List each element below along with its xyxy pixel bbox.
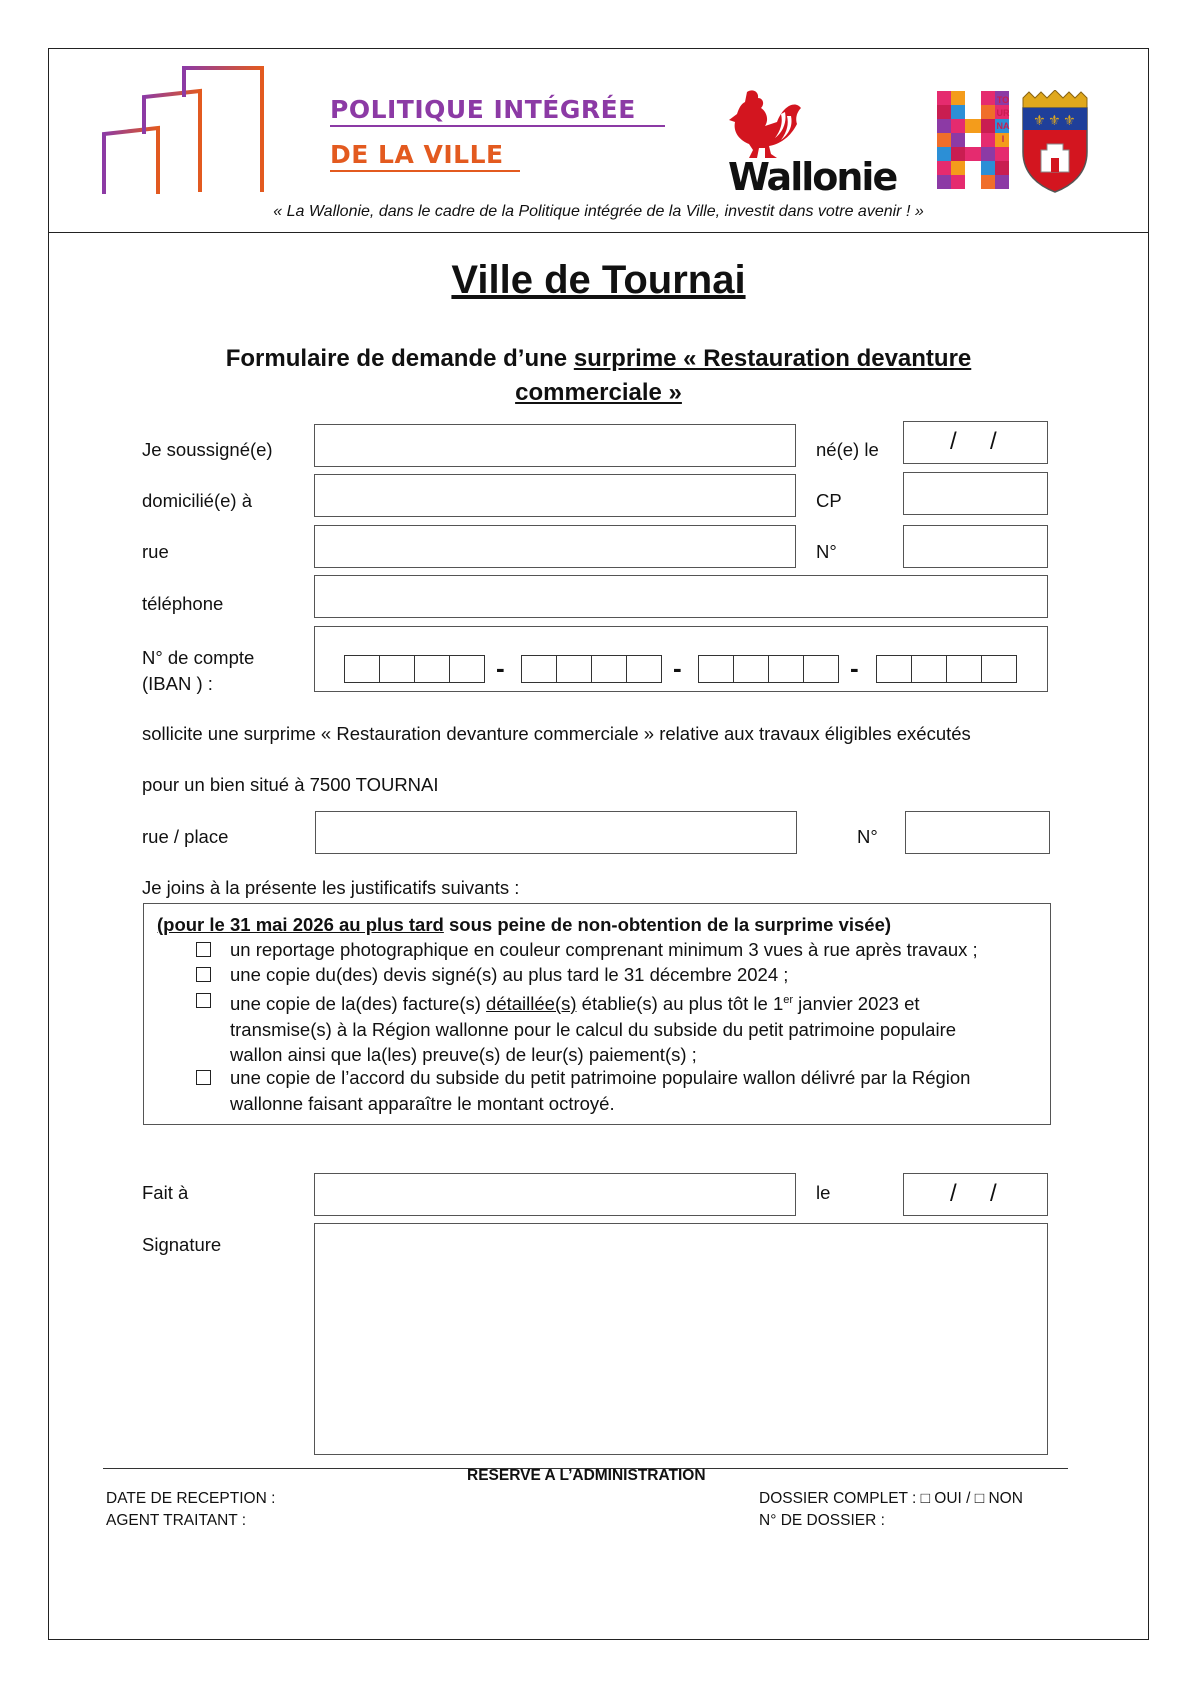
iban-separator: - <box>850 653 859 683</box>
agent-label: AGENT TRAITANT : <box>106 1512 247 1529</box>
coat-of-arms-icon <box>1017 90 1093 194</box>
checkbox-invoice-copy[interactable] <box>196 993 211 1008</box>
date-separator: / <box>990 1180 997 1207</box>
property-street-input[interactable] <box>315 811 797 854</box>
attachment-item-1: un reportage photographique en couleur comprenant minimum 3 vues à rue après travaux ; <box>230 939 978 960</box>
header-tagline: « La Wallonie, dans le cadre de la Politique intégrée de la Ville, investit dans votre avenir ! » <box>273 203 924 220</box>
house-number-label: N° <box>816 541 837 562</box>
checkbox-photo-report[interactable] <box>196 942 211 957</box>
iban-separator: - <box>673 653 682 683</box>
logo-divider-2 <box>330 170 520 172</box>
iban-digit-box[interactable] <box>449 655 485 683</box>
header-separator <box>48 232 1149 233</box>
request-text: sollicite une surprime « Restauration devanture commerciale » relative aux travaux éligibles exécutés <box>142 723 971 744</box>
iban-field[interactable] <box>314 626 1048 692</box>
logo-text-line2: DE LA VILLE <box>330 140 504 169</box>
sign-date-label: le <box>816 1182 831 1203</box>
phone-input[interactable] <box>314 575 1048 618</box>
postal-code-label: CP <box>816 490 842 511</box>
property-number-input[interactable] <box>905 811 1050 854</box>
logo-text-line1: POLITIQUE INTÉGRÉE <box>330 95 636 124</box>
checkbox-quote-copy[interactable] <box>196 967 211 982</box>
iban-separator: - <box>496 653 505 683</box>
iban-digit-box[interactable] <box>911 655 947 683</box>
sign-date-input[interactable] <box>903 1173 1048 1216</box>
iban-digit-box[interactable] <box>379 655 415 683</box>
domicile-input[interactable] <box>314 474 796 517</box>
iban-digit-box[interactable] <box>591 655 627 683</box>
birth-date-input[interactable] <box>903 421 1048 464</box>
place-label: Fait à <box>142 1182 189 1203</box>
house-number-input[interactable] <box>903 525 1048 568</box>
iban-digit-box[interactable] <box>344 655 380 683</box>
place-input[interactable] <box>314 1173 796 1216</box>
soussigne-input[interactable] <box>314 424 796 467</box>
date-separator: / <box>950 1180 957 1207</box>
signature-label: Signature <box>142 1234 222 1255</box>
attachments-box <box>143 903 1051 1125</box>
tournai-vertical-label: TOURNAI <box>996 95 1010 144</box>
property-number-label: N° <box>857 826 878 847</box>
attachments-intro: Je joins à la présente les justificatifs suivants : <box>142 877 520 898</box>
iban-digit-box[interactable] <box>803 655 839 683</box>
logo-divider <box>330 125 665 127</box>
iban-digit-box[interactable] <box>733 655 769 683</box>
street-label: rue <box>142 541 169 562</box>
iban-digit-box[interactable] <box>414 655 450 683</box>
phone-label: téléphone <box>142 593 224 614</box>
iban-digit-box[interactable] <box>556 655 592 683</box>
birth-date-label: né(e) le <box>816 439 879 460</box>
signature-box[interactable] <box>314 1223 1048 1455</box>
attachment-item-3: une copie de la(des) facture(s) détaillée(s) établie(s) au plus tôt le 1er janvier 2023 et transmise(s) à la Région wallonne pour le calcul du subside du petit patrimoine populaire wallon ainsi que la(les) preuve(s) de leur(s) paiement(s) ; <box>230 993 957 1066</box>
iban-digit-box[interactable] <box>626 655 662 683</box>
admin-heading: RESERVE A L’ADMINISTRATION <box>467 1467 706 1484</box>
dossier-number-label: N° DE DOSSIER : <box>759 1512 885 1529</box>
property-street-label: rue / place <box>142 826 229 847</box>
form-subtitle: Formulaire de demande d’une surprime « Restauration devanture commerciale » <box>225 345 972 406</box>
building-logo-icon <box>100 64 270 199</box>
svg-text:⚜: ⚜ <box>1033 113 1046 129</box>
date-separator: / <box>950 428 957 455</box>
domicile-label: domicilié(e) à <box>142 490 253 511</box>
page-title: Ville de Tournai <box>451 258 746 302</box>
attachment-item-2: une copie du(des) devis signé(s) au plus tard le 31 décembre 2024 ; <box>230 964 789 985</box>
attachments-deadline: (pour le 31 mai 2026 au plus tard sous peine de non-obtention de la surprime visée) <box>157 914 892 935</box>
date-separator: / <box>990 428 997 455</box>
iban-digit-box[interactable] <box>698 655 734 683</box>
rooster-icon <box>725 88 805 160</box>
wallonie-label: Wallonie <box>728 155 897 199</box>
svg-text:⚜: ⚜ <box>1048 113 1061 129</box>
street-input[interactable] <box>314 525 796 568</box>
dossier-complete-label: DOSSIER COMPLET : □ OUI / □ NON <box>759 1490 1023 1507</box>
iban-digit-box[interactable] <box>981 655 1017 683</box>
iban-digit-box[interactable] <box>768 655 804 683</box>
postal-code-input[interactable] <box>903 472 1048 515</box>
iban-digit-box[interactable] <box>876 655 912 683</box>
property-location-text: pour un bien situé à 7500 TOURNAI <box>142 774 439 795</box>
reception-date-label: DATE DE RECEPTION : <box>106 1490 276 1507</box>
iban-label: N° de compte (IBAN ) : <box>142 647 255 694</box>
iban-digit-box[interactable] <box>946 655 982 683</box>
checkbox-subsidy-agreement[interactable] <box>196 1070 211 1085</box>
svg-text:⚜: ⚜ <box>1063 113 1076 129</box>
iban-digit-box[interactable] <box>521 655 557 683</box>
attachment-item-4: une copie de l’accord du subside du petit patrimoine populaire wallon délivré par la Région wallonne faisant apparaître le montant octroyé. <box>230 1067 971 1114</box>
soussigne-label: Je soussigné(e) <box>142 439 273 460</box>
